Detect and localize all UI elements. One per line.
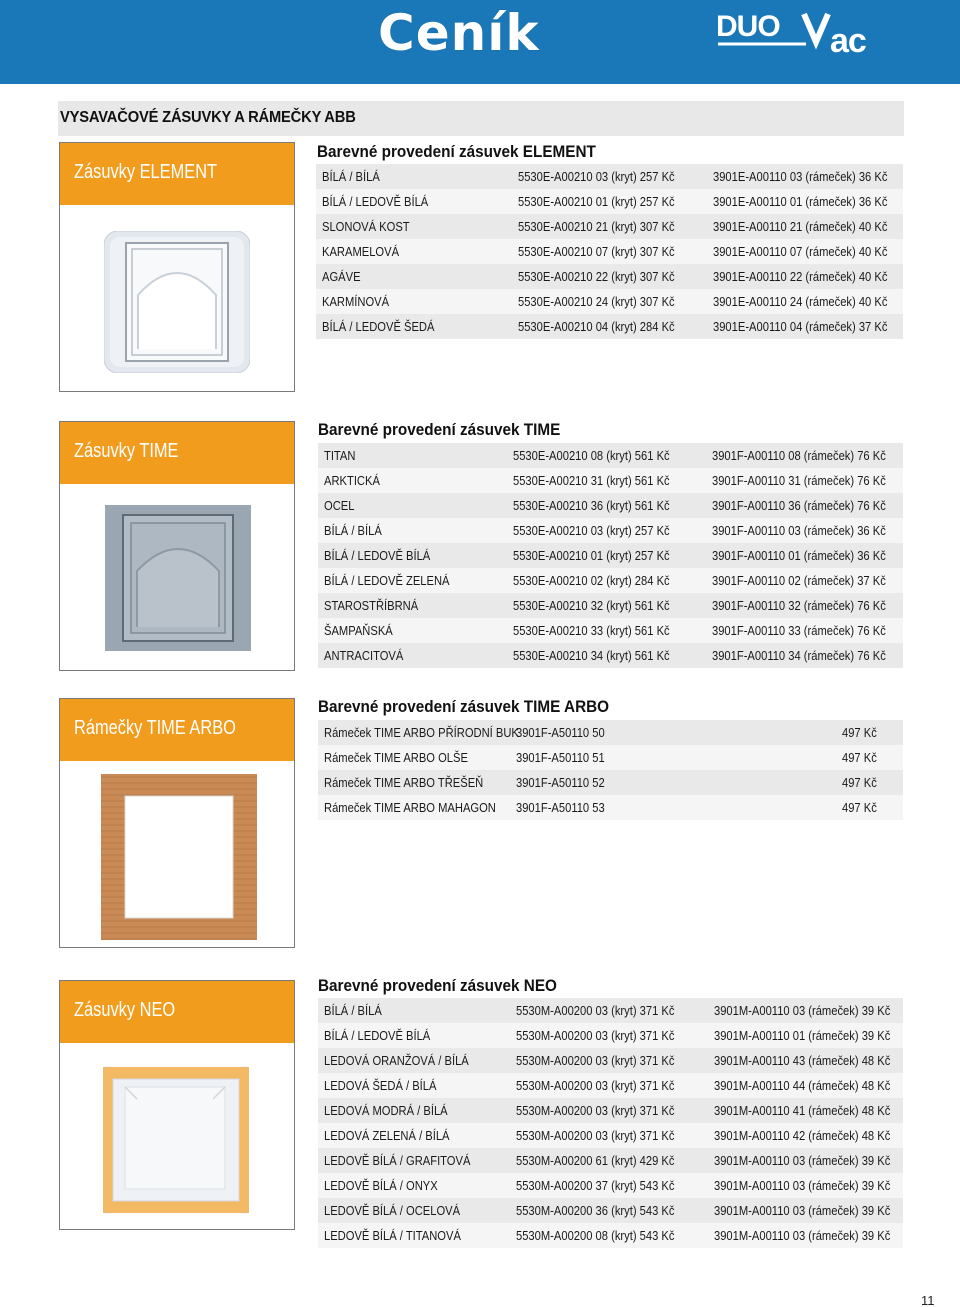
- color-name-cell: LEDOVÁ MODRÁ / BÍLÁ: [324, 1103, 448, 1118]
- cover-code-cell: 5530M-A00200 03 (kryt) 371 Kč: [516, 1128, 675, 1143]
- cover-code-cell: 5530E-A00210 01 (kryt) 257 Kč: [513, 548, 670, 563]
- table-row: [318, 518, 903, 543]
- frame-code-cell: 3901F-A00110 02 (rámeček) 37 Kč: [712, 573, 886, 588]
- page-number: 11: [921, 1293, 935, 1307]
- color-name-cell: BÍLÁ / LEDOVĚ BÍLÁ: [324, 548, 431, 563]
- color-name-cell: LEDOVĚ BÍLÁ / TITANOVÁ: [324, 1228, 461, 1243]
- color-name-cell: KARAMELOVÁ: [322, 244, 400, 259]
- frame-code-cell: 3901M-A00110 03 (rámeček) 39 Kč: [714, 1153, 891, 1168]
- color-name-cell: LEDOVĚ BÍLÁ / GRAFITOVÁ: [324, 1153, 471, 1168]
- cover-code-cell: 5530E-A00210 22 (kryt) 307 Kč: [518, 269, 675, 284]
- section-title-arbo: Barevné provedení zásuvek TIME ARBO: [318, 697, 610, 716]
- frame-code-cell: 3901F-A00110 03 (rámeček) 36 Kč: [712, 523, 886, 538]
- color-name-cell: LEDOVĚ BÍLÁ / OCELOVÁ: [324, 1203, 461, 1218]
- color-name-cell: BÍLÁ / BÍLÁ: [322, 169, 380, 184]
- table-row: [318, 593, 903, 618]
- table-row: [318, 720, 903, 745]
- table-row: [318, 493, 903, 518]
- price-cell: 497 Kč: [842, 750, 877, 765]
- color-name-cell: BÍLÁ / LEDOVĚ ŠEDÁ: [322, 319, 435, 334]
- table-row: [316, 214, 903, 239]
- table-row: [318, 1148, 903, 1173]
- frame-code-cell: 3901F-A00110 08 (rámeček) 76 Kč: [712, 448, 886, 463]
- frame-code-cell: 3901M-A00110 01 (rámeček) 39 Kč: [714, 1028, 891, 1043]
- cover-code-cell: 5530M-A00200 08 (kryt) 543 Kč: [516, 1228, 675, 1243]
- frame-name-cell: Rámeček TIME ARBO OLŠE: [324, 750, 468, 765]
- table-row: [318, 468, 903, 493]
- cover-code-cell: 5530E-A00210 24 (kryt) 307 Kč: [518, 294, 675, 309]
- frame-code-cell: 3901E-A00110 24 (rámeček) 40 Kč: [713, 294, 888, 309]
- section-title-element: Barevné provedení zásuvek ELEMENT: [317, 142, 596, 161]
- cover-code-cell: 5530E-A00210 36 (kryt) 561 Kč: [513, 498, 670, 513]
- table-row: [318, 443, 903, 468]
- frame-code-cell: 3901F-A50110 50: [516, 725, 605, 740]
- frame-code-cell: 3901M-A00110 44 (rámeček) 48 Kč: [714, 1078, 891, 1093]
- color-name-cell: OCEL: [324, 498, 355, 513]
- color-name-cell: ŠAMPAŇSKÁ: [324, 623, 393, 638]
- section-title-neo: Barevné provedení zásuvek NEO: [318, 976, 557, 995]
- cover-code-cell: 5530M-A00200 03 (kryt) 371 Kč: [516, 1028, 675, 1043]
- table-row: [316, 289, 903, 314]
- cover-code-cell: 5530E-A00210 04 (kryt) 284 Kč: [518, 319, 675, 334]
- frame-code-cell: 3901M-A00110 03 (rámeček) 39 Kč: [714, 1228, 891, 1243]
- table-row: [318, 1223, 903, 1248]
- cover-code-cell: 5530M-A00200 03 (kryt) 371 Kč: [516, 1103, 675, 1118]
- cover-code-cell: 5530M-A00200 37 (kryt) 543 Kč: [516, 1178, 675, 1193]
- frame-code-cell: 3901E-A00110 03 (rámeček) 36 Kč: [713, 169, 888, 184]
- table-row: [318, 1173, 903, 1198]
- cover-code-cell: 5530E-A00210 07 (kryt) 307 Kč: [518, 244, 675, 259]
- color-name-cell: ANTRACITOVÁ: [324, 648, 404, 663]
- frame-code-cell: 3901F-A00110 32 (rámeček) 76 Kč: [712, 598, 886, 613]
- svg-text:DUO: DUO: [716, 10, 780, 43]
- frame-code-cell: 3901F-A00110 34 (rámeček) 76 Kč: [712, 648, 886, 663]
- table-row: [318, 1023, 903, 1048]
- page-title-bar: [58, 101, 904, 136]
- frame-code-cell: 3901F-A00110 36 (rámeček) 76 Kč: [712, 498, 886, 513]
- color-name-cell: STAROSTŘÍBRNÁ: [324, 598, 419, 613]
- color-name-cell: LEDOVÁ ZELENÁ / BÍLÁ: [324, 1128, 450, 1143]
- side-head-arbo: [60, 699, 294, 761]
- frame-code-cell: 3901F-A00110 31 (rámeček) 76 Kč: [712, 473, 886, 488]
- cover-code-cell: 5530E-A00210 01 (kryt) 257 Kč: [518, 194, 675, 209]
- header-title: Ceník: [378, 4, 540, 62]
- neo-socket-image: [103, 1067, 249, 1213]
- frame-code-cell: 3901E-A00110 21 (rámeček) 40 Kč: [713, 219, 888, 234]
- table-row: [316, 164, 903, 189]
- table-row: [318, 568, 903, 593]
- side-head-element: [60, 143, 294, 205]
- table-row: [318, 745, 903, 770]
- side-panel-arbo: [59, 698, 295, 948]
- cover-code-cell: 5530E-A00210 31 (kryt) 561 Kč: [513, 473, 670, 488]
- table-element: [316, 164, 903, 339]
- color-name-cell: LEDOVÁ ŠEDÁ / BÍLÁ: [324, 1078, 437, 1093]
- cover-code-cell: 5530M-A00200 03 (kryt) 371 Kč: [516, 1078, 675, 1093]
- element-socket-image: [104, 231, 250, 373]
- section-title-time: Barevné provedení zásuvek TIME: [318, 420, 561, 439]
- side-label-time: Zásuvky TIME: [74, 440, 179, 462]
- table-arbo: [318, 720, 903, 820]
- table-neo: [318, 998, 903, 1248]
- side-panel-neo: [59, 980, 295, 1230]
- time-socket-image: [105, 505, 251, 651]
- frame-code-cell: 3901E-A00110 22 (rámeček) 40 Kč: [713, 269, 888, 284]
- side-head-neo: [60, 981, 294, 1043]
- table-row: [318, 1123, 903, 1148]
- cover-code-cell: 5530E-A00210 02 (kryt) 284 Kč: [513, 573, 670, 588]
- color-name-cell: BÍLÁ / LEDOVĚ BÍLÁ: [322, 194, 429, 209]
- color-name-cell: BÍLÁ / BÍLÁ: [324, 523, 382, 538]
- frame-code-cell: 3901M-A00110 03 (rámeček) 39 Kč: [714, 1003, 891, 1018]
- cover-code-cell: 5530E-A00210 21 (kryt) 307 Kč: [518, 219, 675, 234]
- price-cell: 497 Kč: [842, 800, 877, 815]
- color-name-cell: KARMÍNOVÁ: [322, 294, 390, 309]
- side-head-time: [60, 422, 294, 484]
- frame-code-cell: 3901E-A00110 04 (rámeček) 37 Kč: [713, 319, 888, 334]
- arbo-frame-image: [101, 774, 257, 940]
- frame-code-cell: 3901F-A50110 52: [516, 775, 605, 790]
- table-row: [316, 239, 903, 264]
- header-bar: [0, 0, 960, 84]
- table-row: [318, 1073, 903, 1098]
- frame-code-cell: 3901F-A00110 01 (rámeček) 36 Kč: [712, 548, 886, 563]
- frame-code-cell: 3901M-A00110 41 (rámeček) 48 Kč: [714, 1103, 891, 1118]
- color-name-cell: AGÁVE: [322, 269, 361, 284]
- frame-code-cell: 3901M-A00110 42 (rámeček) 48 Kč: [714, 1128, 891, 1143]
- frame-code-cell: 3901F-A50110 53: [516, 800, 605, 815]
- frame-code-cell: 3901E-A00110 07 (rámeček) 40 Kč: [713, 244, 888, 259]
- svg-text:ac: ac: [830, 22, 866, 58]
- table-row: [318, 643, 903, 668]
- color-name-cell: LEDOVĚ BÍLÁ / ONYX: [324, 1178, 438, 1193]
- color-name-cell: SLONOVÁ KOST: [322, 219, 410, 234]
- duovac-logo: [716, 8, 906, 58]
- table-row: [318, 1098, 903, 1123]
- frame-code-cell: 3901F-A50110 51: [516, 750, 605, 765]
- frame-code-cell: 3901F-A00110 33 (rámeček) 76 Kč: [712, 623, 886, 638]
- color-name-cell: BÍLÁ / LEDOVĚ ZELENÁ: [324, 573, 450, 588]
- cover-code-cell: 5530E-A00210 33 (kryt) 561 Kč: [513, 623, 670, 638]
- price-cell: 497 Kč: [842, 725, 877, 740]
- frame-code-cell: 3901M-A00110 03 (rámeček) 39 Kč: [714, 1203, 891, 1218]
- cover-code-cell: 5530E-A00210 08 (kryt) 561 Kč: [513, 448, 670, 463]
- frame-code-cell: 3901M-A00110 43 (rámeček) 48 Kč: [714, 1053, 891, 1068]
- price-cell: 497 Kč: [842, 775, 877, 790]
- table-time: [318, 443, 903, 668]
- color-name-cell: LEDOVÁ ORANŽOVÁ / BÍLÁ: [324, 1053, 469, 1068]
- table-row: [318, 998, 903, 1023]
- table-row: [316, 189, 903, 214]
- frame-name-cell: Rámeček TIME ARBO MAHAGON: [324, 800, 496, 815]
- side-panel-time: [59, 421, 295, 671]
- cover-code-cell: 5530M-A00200 03 (kryt) 371 Kč: [516, 1003, 675, 1018]
- frame-code-cell: 3901M-A00110 03 (rámeček) 39 Kč: [714, 1178, 891, 1193]
- cover-code-cell: 5530M-A00200 61 (kryt) 429 Kč: [516, 1153, 675, 1168]
- frame-code-cell: 3901E-A00110 01 (rámeček) 36 Kč: [713, 194, 888, 209]
- cover-code-cell: 5530E-A00210 03 (kryt) 257 Kč: [513, 523, 670, 538]
- side-label-neo: Zásuvky NEO: [74, 999, 176, 1021]
- table-row: [318, 543, 903, 568]
- side-label-element: Zásuvky ELEMENT: [74, 161, 218, 183]
- color-name-cell: TITAN: [324, 448, 356, 463]
- cover-code-cell: 5530M-A00200 36 (kryt) 543 Kč: [516, 1203, 675, 1218]
- page-title: VYSAVAČOVÉ ZÁSUVKY A RÁMEČKY ABB: [60, 109, 356, 126]
- frame-name-cell: Rámeček TIME ARBO PŘÍRODNÍ BUK: [324, 725, 519, 740]
- table-row: [318, 618, 903, 643]
- side-label-arbo: Rámečky TIME ARBO: [74, 717, 236, 739]
- table-row: [318, 795, 903, 820]
- frame-name-cell: Rámeček TIME ARBO TŘEŠEŇ: [324, 775, 484, 790]
- cover-code-cell: 5530E-A00210 03 (kryt) 257 Kč: [518, 169, 675, 184]
- color-name-cell: BÍLÁ / BÍLÁ: [324, 1003, 382, 1018]
- table-row: [318, 770, 903, 795]
- side-panel-element: [59, 142, 295, 392]
- cover-code-cell: 5530M-A00200 03 (kryt) 371 Kč: [516, 1053, 675, 1068]
- cover-code-cell: 5530E-A00210 32 (kryt) 561 Kč: [513, 598, 670, 613]
- table-row: [316, 264, 903, 289]
- table-row: [316, 314, 903, 339]
- color-name-cell: ARKTICKÁ: [324, 473, 380, 488]
- cover-code-cell: 5530E-A00210 34 (kryt) 561 Kč: [513, 648, 670, 663]
- color-name-cell: BÍLÁ / LEDOVĚ BÍLÁ: [324, 1028, 431, 1043]
- table-row: [318, 1198, 903, 1223]
- table-row: [318, 1048, 903, 1073]
